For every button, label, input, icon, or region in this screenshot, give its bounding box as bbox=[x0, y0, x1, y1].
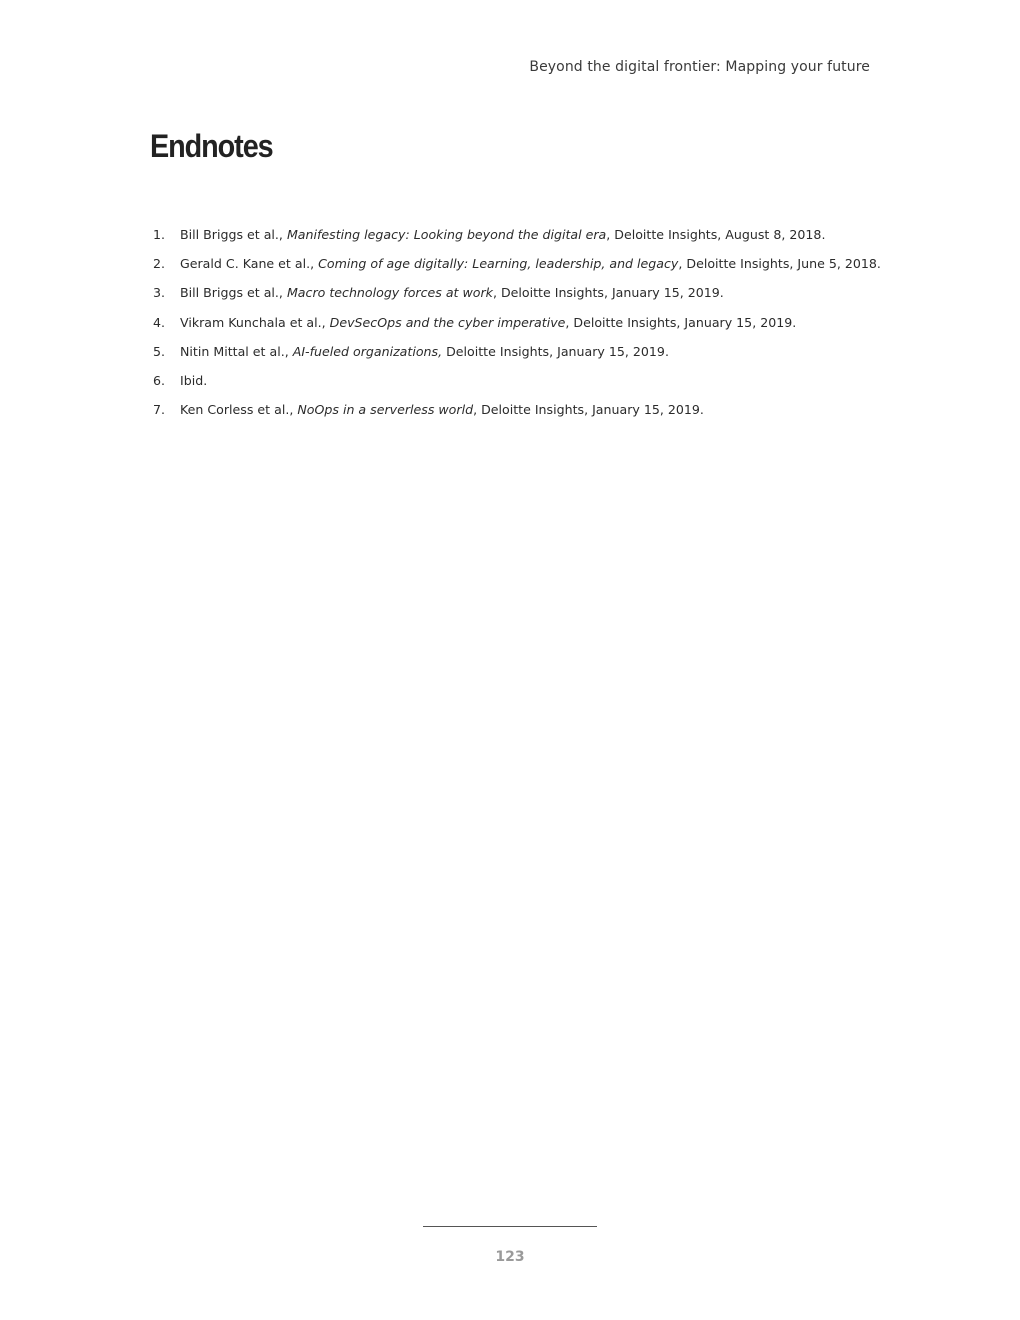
endnote-number: 7. bbox=[153, 402, 166, 418]
endnote-item bbox=[150, 343, 870, 372]
endnote-number: 5. bbox=[153, 343, 166, 359]
endnote-author: Bill Briggs et al., bbox=[180, 285, 287, 301]
endnote-title: NoOps in a serverless world bbox=[297, 402, 474, 418]
endnote-text bbox=[180, 372, 207, 390]
endnote-source: , Deloitte Insights, August 8, 2018. bbox=[606, 227, 826, 242]
endnote-author: Gerald C. Kane et al., bbox=[180, 256, 319, 272]
endnote-item bbox=[150, 255, 881, 284]
page-title: Endnotes bbox=[150, 128, 273, 164]
endnote-title: DevSecOps and the cyber imperative bbox=[329, 314, 566, 330]
endnote-number: 4. bbox=[153, 314, 166, 330]
endnote-number: 1. bbox=[153, 227, 166, 242]
endnote-source: , Deloitte Insights, January 15, 2019. bbox=[565, 314, 797, 330]
running-header: Beyond the digital frontier: Mapping your future bbox=[529, 59, 870, 75]
endnote-text bbox=[180, 226, 825, 244]
endnote-author: Nitin Mittal et al., bbox=[180, 343, 293, 359]
endnote-source: , Deloitte Insights, January 15, 2019. bbox=[473, 402, 704, 418]
endnote-text bbox=[180, 255, 881, 273]
endnote-author: Ken Corless et al., bbox=[180, 402, 298, 418]
endnote-source: , Deloitte Insights, January 15, 2019. bbox=[492, 285, 724, 301]
endnote-text bbox=[180, 343, 669, 361]
endnote-number: 6. bbox=[153, 372, 166, 388]
endnote-number: 3. bbox=[153, 285, 166, 301]
page-number: 123 bbox=[495, 1249, 525, 1265]
endnote-item bbox=[150, 226, 870, 255]
endnote-item bbox=[150, 372, 870, 401]
endnote-item bbox=[150, 314, 870, 343]
endnote-text bbox=[180, 284, 724, 302]
endnotes-list bbox=[150, 226, 881, 430]
endnote-author: Bill Briggs et al., bbox=[180, 227, 287, 242]
endnote-title: Coming of age digitally: Learning, leadership, and legacy bbox=[318, 256, 679, 272]
endnote-author: Vikram Kunchala et al., bbox=[180, 314, 330, 330]
endnote-number: 2. bbox=[153, 256, 166, 272]
endnote-title: AI-fueled organizations, bbox=[292, 343, 443, 359]
endnote-item bbox=[150, 401, 870, 430]
endnote-author: Ibid. bbox=[180, 372, 208, 388]
endnote-text bbox=[180, 401, 704, 419]
endnote-source: Deloitte Insights, January 15, 2019. bbox=[442, 343, 669, 359]
endnote-source: , Deloitte Insights, June 5, 2018. bbox=[678, 256, 881, 272]
endnote-item bbox=[150, 284, 870, 313]
footer-divider bbox=[423, 1226, 597, 1227]
endnote-text bbox=[180, 314, 796, 332]
endnote-title: Macro technology forces at work bbox=[286, 285, 493, 301]
endnote-title: Manifesting legacy: Looking beyond the digital era bbox=[286, 227, 607, 242]
